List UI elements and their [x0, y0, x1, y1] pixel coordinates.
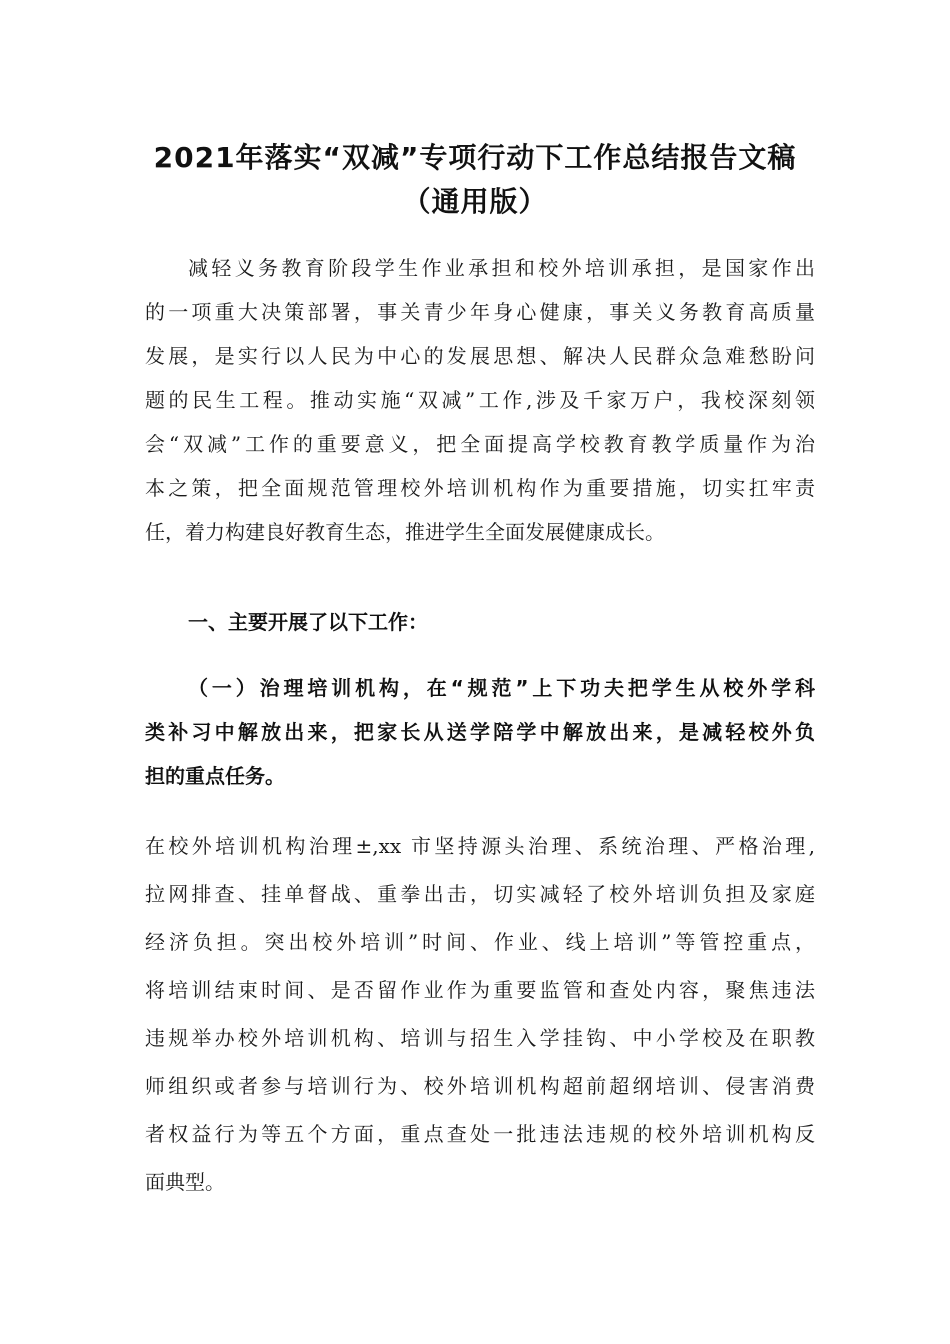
intro-line: 本之策，把全面规范管理校外培训机构作为重要措施，切实扛牢责: [145, 476, 815, 500]
body-line: 违规举办校外培训机构、培训与招生入学挂钩、中小学校及在职教: [145, 1026, 815, 1050]
intro-line: 发展，是实行以人民为中心的发展思想、解决人民群众急难愁盼问: [145, 344, 815, 368]
body-line: 将培训结束时间、是否留作业作为重要监管和查处内容，聚焦违法: [145, 978, 815, 1002]
section-heading: 一、主要开展了以下工作：: [188, 610, 428, 634]
intro-line: 题的民生工程。推动实施“双减”工作,涉及千家万户，我校深刻领: [145, 388, 815, 412]
intro-line: 减轻义务教育阶段学生作业承担和校外培训承担，是国家作出: [188, 256, 815, 280]
body-line: 者权益行为等五个方面，重点查处一批违法违规的校外培训机构反: [145, 1122, 815, 1146]
body-line: 面典型。: [145, 1170, 225, 1194]
document-title: 2021年落实“双减”专项行动下工作总结报告文稿: [153, 141, 797, 174]
subsection-heading-line: 类补习中解放出来，把家长从送学陪学中解放出来，是减轻校外负: [145, 720, 815, 744]
intro-line: 的一项重大决策部署，事关青少年身心健康，事关义务教育高质量: [145, 300, 815, 324]
document-subtitle: （通用版）: [402, 185, 548, 218]
body-line: 经济负担。突出校外培训”时间、作业、线上培训”等管控重点，: [145, 930, 815, 954]
body-line: 拉网排查、挂单督战、重拳出击，切实减轻了校外培训负担及家庭: [145, 882, 815, 906]
body-line: 在校外培训机构治理±,xx 市坚持源头治理、系统治理、严格治理,: [145, 834, 815, 858]
subsection-heading-line: 担的重点任务。: [145, 764, 285, 788]
body-line: 师组织或者参与培训行为、校外培训机构超前超纲培训、侵害消费: [145, 1074, 815, 1098]
intro-line: 会“双减”工作的重要意义，把全面提高学校教育教学质量作为治: [145, 432, 815, 456]
intro-line: 任，着力构建良好教育生态，推进学生全面发展健康成长。: [145, 520, 665, 544]
subsection-heading-line: （一）治理培训机构，在“规范”上下功夫把学生从校外学科: [188, 676, 815, 700]
